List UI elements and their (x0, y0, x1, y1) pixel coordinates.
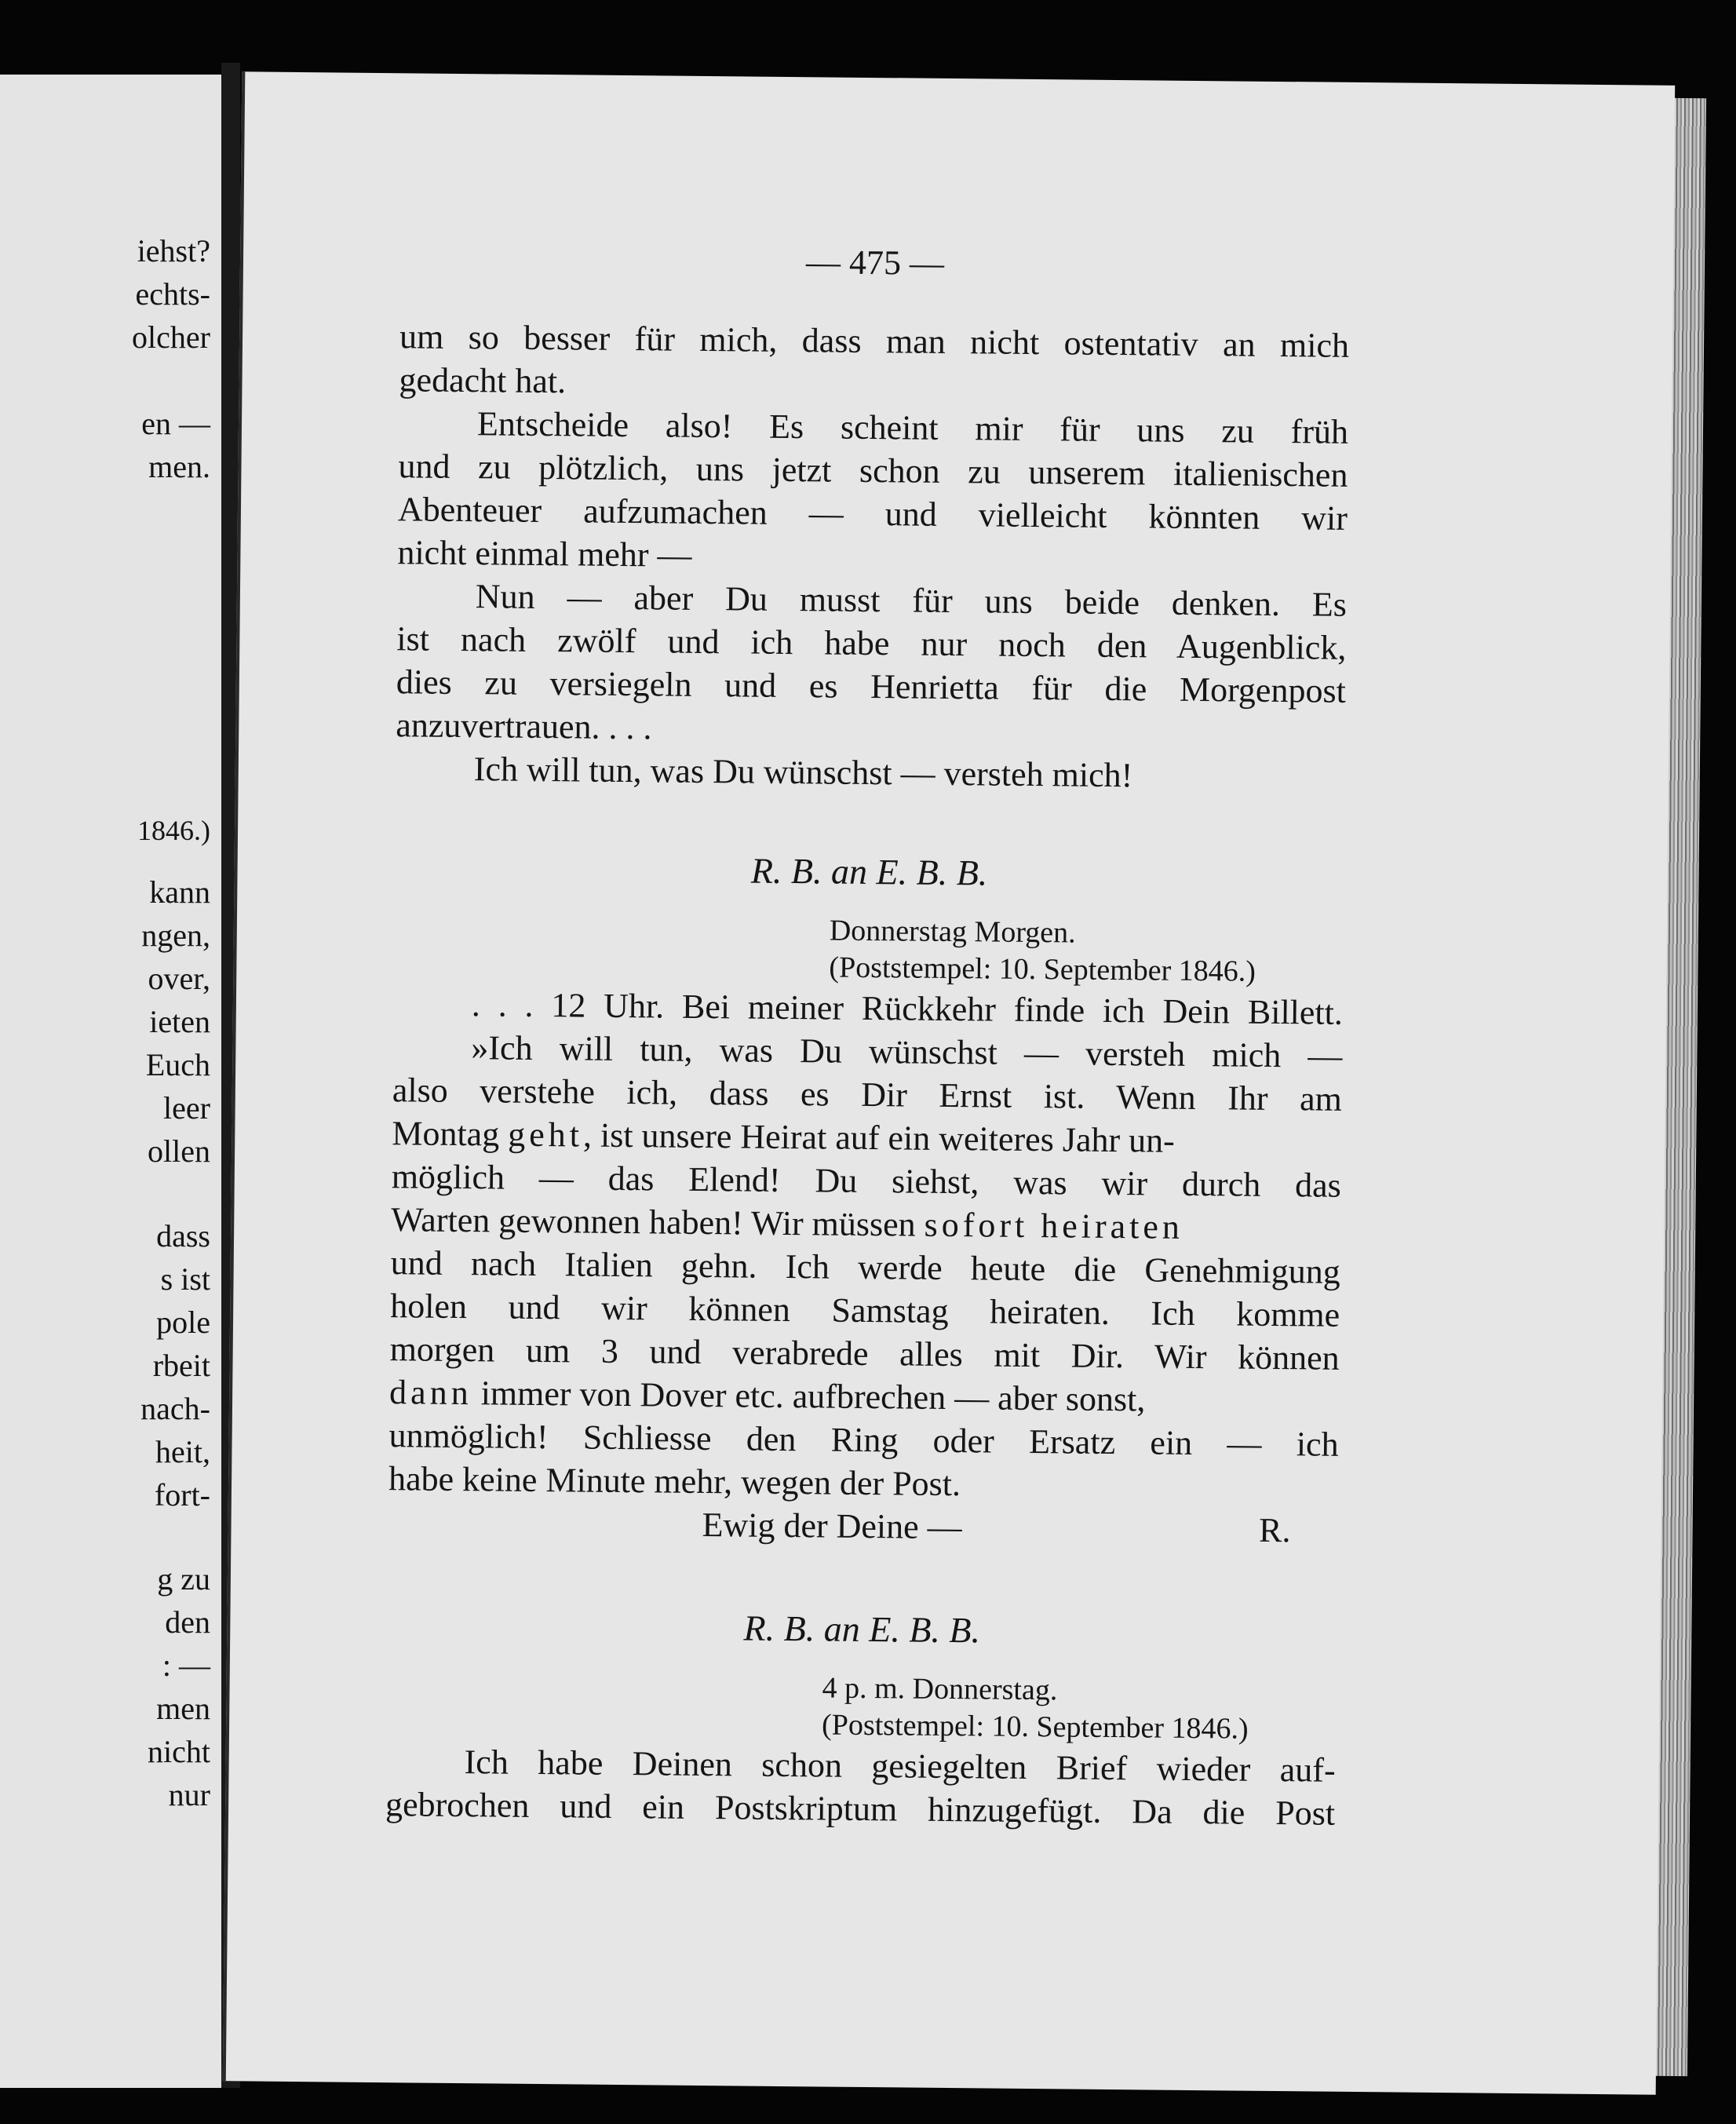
text-line (392, 1113, 1341, 1163)
text-line: und zu plötzlich, uns jetzt schon zu unserem italienischen (398, 447, 1348, 495)
left-fragment: heit, (155, 1434, 210, 1469)
text-line: gebrochen und ein Postskriptum hinzugefügt. Da die Post (385, 1785, 1336, 1833)
text-run: Montag (392, 1114, 500, 1154)
letter-heading: R. B. an E. B. B. (750, 850, 988, 893)
left-fragment: olcher (132, 319, 210, 355)
left-fragment: ollen (148, 1133, 210, 1169)
left-fragment: nur (168, 1777, 210, 1812)
left-fragment: ieten (149, 1004, 210, 1039)
left-fragment: dass (156, 1218, 210, 1254)
left-fragment: rbeit (152, 1348, 210, 1383)
left-fragment: men (156, 1691, 210, 1726)
left-fragment: s ist (160, 1261, 210, 1297)
emphasized-text: dann (388, 1373, 472, 1413)
left-fragment: pole (156, 1305, 210, 1340)
page-number: — 475 — (805, 243, 945, 283)
text-line: holen und wir können Samstag heiraten. Ich komme (390, 1286, 1340, 1334)
text-line: nicht einmal mehr — (397, 533, 692, 575)
left-fragment: fort- (154, 1477, 210, 1513)
text-line (389, 1372, 1339, 1422)
left-fragment: : — (162, 1648, 210, 1683)
emphasized-text: sofort heiraten (924, 1205, 1184, 1246)
left-fragment: nach- (140, 1391, 210, 1426)
text-line: also verstehe ich, dass es Dir Ernst ist. Wenn Ihr am (392, 1071, 1343, 1119)
signature: R. (1258, 1510, 1291, 1550)
text-line: gedacht hat. (399, 360, 567, 401)
left-fragment: nicht (148, 1734, 210, 1769)
text-line: Nun — aber Du musst für uns beide denken. Es (475, 577, 1348, 624)
text-run: immer von Dover etc. aufbrechen — aber sonst, (480, 1374, 1146, 1419)
letter-heading: R. B. an E. B. B. (743, 1608, 981, 1651)
text-line: . . . 12 Uhr. Bei meiner Rückkehr finde ich Dein Billett. (471, 985, 1344, 1032)
postmark: (Poststempel: 10. September 1846.) (821, 1708, 1249, 1746)
text-line: anzuvertrauen. . . . (396, 706, 652, 747)
left-fragment: echts- (135, 276, 210, 312)
letter-date: Donnerstag Morgen. (829, 914, 1076, 950)
text-line: und nach Italien gehn. Ich werde heute die Genehmigung (390, 1243, 1340, 1291)
text-line: Abenteuer aufzumachen — und vielleicht könnten wir (397, 490, 1348, 538)
left-fragment: 1846.) (137, 815, 210, 846)
left-fragment: kann (149, 874, 210, 910)
postmark: (Poststempel: 10. September 1846.) (829, 951, 1256, 988)
text-line: um so besser für mich, dass man nicht ostentativ an mich (399, 317, 1350, 365)
text-line: ist nach zwölf und ich habe nur noch den Augenblick, (396, 619, 1347, 667)
text-line: habe keine Minute mehr, wegen der Post. (388, 1459, 961, 1504)
text-run: , ist unsere Heirat auf ein weiteres Jahr un- (582, 1115, 1176, 1160)
text-line (391, 1199, 1340, 1250)
left-fragment: leer (163, 1090, 210, 1126)
text-line: dies zu versiegeln und es Henrietta für die Morgenpost (396, 662, 1347, 710)
left-fragment: men. (148, 449, 210, 484)
text-line: Ich will tun, was Du wünschst — versteh mich! (473, 750, 1133, 795)
emphasized-text: geht (508, 1115, 584, 1155)
left-page (0, 75, 224, 2088)
left-fragment: den (165, 1604, 210, 1640)
letter-date: 4 p. m. Donnerstag. (822, 1671, 1058, 1707)
left-fragment: ngen, (141, 918, 210, 953)
text-run: Warten gewonnen haben! Wir müssen (391, 1200, 916, 1244)
closing-text: Ewig der Deine — (702, 1505, 962, 1547)
text-line: unmöglich! Schliesse den Ring oder Ersatz ein — ich (388, 1416, 1339, 1464)
text-line: morgen um 3 und verabrede alles mit Dir. Wir können (389, 1330, 1340, 1378)
left-fragment: g zu (157, 1561, 210, 1597)
left-fragment: iehst? (137, 233, 210, 268)
text-line: Ich habe Deinen schon gesiegelten Brief wieder auf- (464, 1743, 1336, 1790)
left-fragment: Euch (145, 1047, 210, 1082)
right-page (223, 71, 1675, 2094)
text-line: Entscheide also! Es scheint mir für uns zu früh (476, 404, 1349, 451)
text-line: möglich — das Elend! Du siehst, was wir durch das (391, 1157, 1342, 1205)
text-line: »Ich will tun, was Du wünschst — versteh mich — (471, 1028, 1343, 1075)
page-text (385, 73, 1351, 1833)
letter-closing (702, 1505, 1337, 1552)
left-fragment: en — (141, 406, 210, 441)
left-fragment: over, (148, 961, 210, 996)
